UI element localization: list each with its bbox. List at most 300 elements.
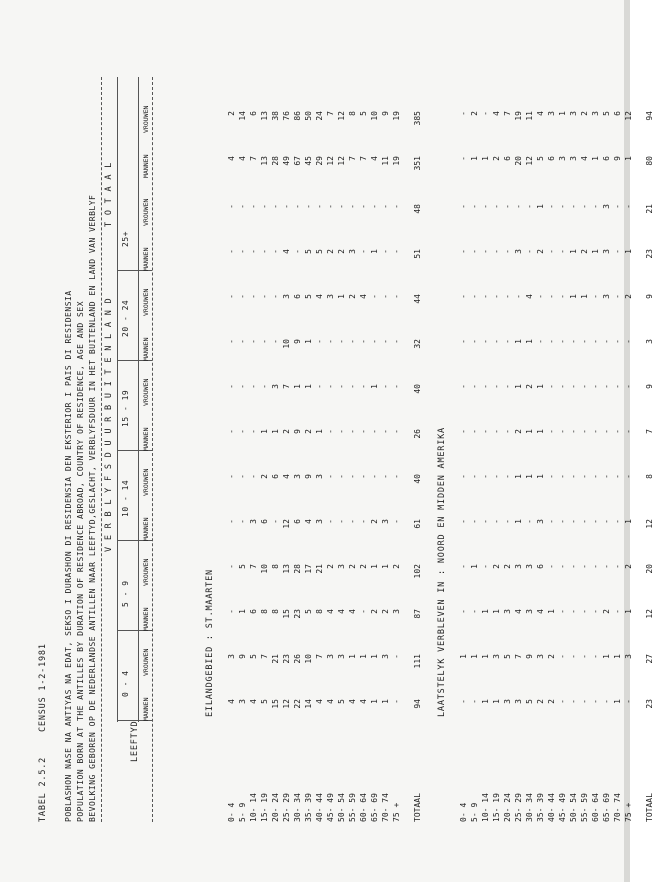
table-cell: 1	[348, 654, 357, 659]
table-cell: -	[492, 429, 501, 434]
table-cell: -	[569, 429, 578, 434]
table-cell: -	[348, 204, 357, 209]
table-cell: 5	[238, 564, 247, 569]
table-cell: -	[580, 564, 589, 569]
total-span-header: T O T A A L	[104, 161, 114, 227]
table-cell: -	[238, 204, 247, 209]
table-cell: 19	[514, 111, 523, 121]
table-cell: 12	[326, 156, 335, 166]
table-cell: -	[591, 474, 600, 479]
table-cell: -	[238, 249, 247, 254]
table-cell: 1	[624, 156, 633, 161]
table-cell: 3	[503, 609, 512, 614]
age-label: 0- 4	[459, 802, 468, 822]
table-cell: -	[459, 384, 468, 389]
table-cell: -	[591, 564, 600, 569]
table-cell: 2	[337, 249, 346, 254]
table-cell: 7	[359, 156, 368, 161]
table-cell: -	[348, 474, 357, 479]
table-cell: -	[492, 519, 501, 524]
table-cell: 1	[536, 429, 545, 434]
table-cell: -	[547, 429, 556, 434]
table-cell: 2	[348, 564, 357, 569]
table-cell: -	[238, 429, 247, 434]
total-cell: 111	[413, 654, 422, 669]
table-cell: 3	[249, 519, 258, 524]
table-cell: -	[470, 474, 479, 479]
total-cell: 40	[413, 384, 422, 394]
table-cell: 5	[525, 699, 534, 704]
table-cell: 4	[315, 294, 324, 299]
table-cell: -	[271, 249, 280, 254]
table-cell: -	[481, 249, 490, 254]
table-cell: -	[569, 699, 578, 704]
table-cell: 5	[304, 609, 313, 614]
table-cell: -	[470, 204, 479, 209]
table-cell: -	[591, 339, 600, 344]
table-cell: -	[459, 474, 468, 479]
table-cell: 3	[514, 564, 523, 569]
table-cell: 1	[514, 384, 523, 389]
total-label: TOTAAL	[645, 793, 654, 822]
table-cell: -	[481, 339, 490, 344]
table-cell: 6	[249, 609, 258, 614]
table-cell: 2	[359, 564, 368, 569]
table-cell: 4	[304, 519, 313, 524]
table-cell: -	[370, 339, 379, 344]
table-cell: 12	[624, 111, 633, 121]
table-cell: 13	[260, 156, 269, 166]
table-cell: -	[348, 519, 357, 524]
table-cell: 3	[326, 654, 335, 659]
table-cell: 2	[304, 429, 313, 434]
table-cell: -	[359, 204, 368, 209]
table-cell: 2	[514, 429, 523, 434]
total-cell: 351	[413, 156, 422, 171]
table-cell: -	[613, 429, 622, 434]
total-row	[413, 62, 425, 882]
table-cell: -	[481, 429, 490, 434]
table-cell: 6	[293, 294, 302, 299]
table-cell: -	[348, 339, 357, 344]
census-date: CENSUS 1-2-1981	[38, 643, 48, 732]
table-cell: -	[392, 429, 401, 434]
table-cell: 3	[238, 699, 247, 704]
age-label: 55- 59	[580, 793, 589, 822]
table-cell: 1	[315, 429, 324, 434]
table-cell: -	[337, 339, 346, 344]
table-cell: -	[271, 519, 280, 524]
table-cell: 1	[304, 384, 313, 389]
table-cell: 5	[304, 249, 313, 254]
table-cell: -	[392, 339, 401, 344]
table-cell: -	[227, 474, 236, 479]
table-cell: -	[525, 249, 534, 254]
table-cell: 7	[249, 564, 258, 569]
table-cell: 12	[337, 156, 346, 166]
table-cell: 7	[326, 111, 335, 116]
sex-column-header: MANNEN	[142, 517, 150, 541]
table-cell: -	[260, 294, 269, 299]
table-cell: -	[459, 156, 468, 161]
table-cell: 6	[293, 519, 302, 524]
table-cell: 1	[558, 111, 567, 116]
table-cell: 1	[381, 699, 390, 704]
table-cell: 1	[624, 249, 633, 254]
table-cell: -	[558, 429, 567, 434]
table-cell: 2	[392, 564, 401, 569]
table-cell: 8	[348, 111, 357, 116]
table-cell: -	[359, 474, 368, 479]
age-label: 0- 4	[227, 802, 236, 822]
table-cell: -	[337, 519, 346, 524]
age-label: 35- 39	[304, 793, 313, 822]
table-cell: 4	[227, 699, 236, 704]
table-cell: -	[613, 249, 622, 254]
age-label: 15- 19	[260, 793, 269, 822]
table-cell: 1	[547, 609, 556, 614]
table-cell: -	[481, 384, 490, 389]
table-cell: -	[613, 204, 622, 209]
table-cell: 1	[370, 384, 379, 389]
table-cell: -	[624, 384, 633, 389]
table-cell: 3	[381, 519, 390, 524]
table-cell: -	[249, 204, 258, 209]
age-label: 35- 39	[536, 793, 545, 822]
table-cell: 9	[293, 339, 302, 344]
table-cell: -	[492, 474, 501, 479]
table-cell: -	[547, 384, 556, 389]
table-cell: -	[293, 204, 302, 209]
table-cell: 38	[271, 111, 280, 121]
total-cell: 3	[645, 339, 654, 344]
table-cell: 10	[260, 564, 269, 574]
table-cell: -	[381, 474, 390, 479]
table-cell: 14	[304, 699, 313, 709]
table-cell: 15	[271, 699, 280, 709]
table-cell: 14	[238, 111, 247, 121]
table-cell: 1	[492, 609, 501, 614]
table-cell: 6	[503, 156, 512, 161]
table-cell: 3	[337, 564, 346, 569]
total-cell: 23	[645, 699, 654, 709]
sex-column-header: VROUWEN	[142, 468, 150, 496]
table-cell: -	[227, 609, 236, 614]
table-cell: 12	[282, 519, 291, 529]
table-cell: 9	[304, 474, 313, 479]
table-cell: 2	[282, 429, 291, 434]
table-cell: -	[470, 384, 479, 389]
table-cell: -	[381, 339, 390, 344]
table-cell: -	[337, 474, 346, 479]
table-cell: 3	[525, 609, 534, 614]
table-cell: 1	[569, 249, 578, 254]
table-cell: -	[503, 384, 512, 389]
table-cell: -	[602, 429, 611, 434]
table-cell: -	[238, 339, 247, 344]
table-cell: 4	[326, 699, 335, 704]
sex-column-header: VROUWEN	[142, 105, 150, 133]
table-cell: -	[249, 294, 258, 299]
table-cell: -	[459, 204, 468, 209]
table-cell: 2	[260, 474, 269, 479]
table-cell: -	[547, 339, 556, 344]
table-cell: 2	[492, 156, 501, 161]
table-cell: 1	[514, 474, 523, 479]
table-cell: 19	[392, 156, 401, 166]
total-cell: 94	[645, 111, 654, 121]
table-cell: -	[481, 204, 490, 209]
table-cell: 2	[624, 564, 633, 569]
age-label: 50- 54	[337, 793, 346, 822]
total-cell: 9	[645, 294, 654, 299]
table-cell: 2	[602, 609, 611, 614]
table-cell: -	[547, 294, 556, 299]
table-cell: 1	[624, 609, 633, 614]
table-cell: -	[459, 699, 468, 704]
table-cell: 10	[304, 654, 313, 664]
age-label: 15- 19	[492, 793, 501, 822]
table-cell: 1	[481, 699, 490, 704]
total-cell: 8	[645, 474, 654, 479]
table-cell: 4	[536, 111, 545, 116]
table-cell: -	[381, 294, 390, 299]
table-cell: 1	[481, 609, 490, 614]
table-cell: 3	[525, 564, 534, 569]
table-cell: -	[359, 519, 368, 524]
table-cell: 4	[238, 156, 247, 161]
table-cell: -	[359, 429, 368, 434]
table-number: TABEL 2.5.2	[38, 756, 48, 822]
table-cell: -	[249, 429, 258, 434]
table-cell: 2	[580, 111, 589, 116]
table-cell: -	[602, 699, 611, 704]
table-cell: -	[602, 384, 611, 389]
age-label: 5- 9	[470, 802, 479, 822]
sex-column-header: VROUWEN	[142, 288, 150, 316]
table-cell: 4	[514, 609, 523, 614]
table-cell: -	[459, 111, 468, 116]
table-cell: -	[492, 249, 501, 254]
table-cell: 10	[370, 111, 379, 121]
table-cell: -	[547, 474, 556, 479]
table-cell: -	[459, 249, 468, 254]
table-cell: 8	[260, 609, 269, 614]
table-row	[392, 62, 404, 882]
age-label: 40- 44	[315, 793, 324, 822]
table-cell: 24	[315, 111, 324, 121]
table-cell: 6	[536, 564, 545, 569]
table-cell: -	[271, 204, 280, 209]
age-label: 70- 74	[613, 793, 622, 822]
table-cell: 3	[293, 474, 302, 479]
table-cell: -	[238, 294, 247, 299]
table-cell: 2	[525, 384, 534, 389]
table-cell: -	[492, 339, 501, 344]
table-cell: 1	[514, 519, 523, 524]
table-cell: 2	[547, 699, 556, 704]
total-label: TOTAAL	[413, 793, 422, 822]
duration-group-header: 15 - 19	[121, 389, 130, 427]
table-cell: -	[481, 111, 490, 116]
table-cell: -	[591, 699, 600, 704]
table-cell: 8	[271, 564, 280, 569]
table-cell: 1	[602, 654, 611, 659]
table-cell: -	[359, 609, 368, 614]
table-cell: -	[602, 519, 611, 524]
table-cell: -	[558, 609, 567, 614]
table-cell: -	[348, 384, 357, 389]
duration-group-header: 5 - 9	[121, 580, 130, 607]
table-cell: 1	[591, 156, 600, 161]
table-cell: 22	[293, 699, 302, 709]
table-cell: -	[503, 429, 512, 434]
table-cell: -	[514, 294, 523, 299]
table-cell: 1	[481, 156, 490, 161]
table-cell: 3	[348, 249, 357, 254]
table-cell: -	[602, 564, 611, 569]
sex-column-header: VROUWEN	[142, 198, 150, 226]
table-cell: -	[326, 474, 335, 479]
table-cell: -	[558, 249, 567, 254]
table-cell: -	[459, 609, 468, 614]
table-cell: -	[470, 249, 479, 254]
table-cell: -	[591, 204, 600, 209]
table-cell: 1	[613, 699, 622, 704]
table-cell: 1	[470, 564, 479, 569]
table-cell: -	[249, 249, 258, 254]
table-cell: -	[392, 474, 401, 479]
table-cell: -	[580, 474, 589, 479]
table-cell: 3	[602, 204, 611, 209]
table-cell: 1	[238, 609, 247, 614]
table-cell: 3	[492, 654, 501, 659]
table-cell: -	[547, 249, 556, 254]
table-cell: 12	[337, 111, 346, 121]
table-cell: 1	[525, 429, 534, 434]
table-cell: 2	[227, 111, 236, 116]
table-cell: -	[315, 204, 324, 209]
table-cell: -	[503, 519, 512, 524]
table-cell: 3	[602, 249, 611, 254]
total-cell: 80	[645, 156, 654, 166]
table-cell: -	[326, 204, 335, 209]
table-cell: 3	[315, 474, 324, 479]
age-label: 55- 59	[348, 793, 357, 822]
table-cell: 3	[514, 699, 523, 704]
table-cell: 28	[271, 156, 280, 166]
table-cell: 5	[503, 654, 512, 659]
age-label: 60- 64	[591, 793, 600, 822]
total-cell: 12	[645, 609, 654, 619]
total-cell: 61	[413, 519, 422, 529]
table-cell: 1	[260, 429, 269, 434]
table-cell: 4	[326, 609, 335, 614]
total-cell: 23	[645, 249, 654, 259]
table-cell: -	[227, 204, 236, 209]
table-cell: -	[525, 519, 534, 524]
table-cell: -	[227, 294, 236, 299]
table-cell: -	[569, 564, 578, 569]
table-cell: -	[580, 609, 589, 614]
table-cell: -	[370, 474, 379, 479]
table-cell: 1	[337, 294, 346, 299]
sex-rule	[138, 77, 139, 722]
age-label: 50- 54	[569, 793, 578, 822]
table-cell: -	[238, 474, 247, 479]
table-cell: -	[227, 249, 236, 254]
table-cell: -	[492, 204, 501, 209]
table-cell: 17	[304, 564, 313, 574]
table-cell: -	[569, 519, 578, 524]
table-cell: -	[348, 429, 357, 434]
table-cell: 1	[569, 294, 578, 299]
table-cell: 1	[271, 429, 280, 434]
table-cell: 9	[525, 654, 534, 659]
table-cell: 12	[525, 156, 534, 166]
table-cell: 5	[315, 249, 324, 254]
table-cell: 23	[293, 609, 302, 619]
table-cell: -	[580, 699, 589, 704]
table-cell: -	[260, 204, 269, 209]
table-cell: 7	[282, 384, 291, 389]
age-label: 20- 24	[503, 793, 512, 822]
table-cell: -	[370, 429, 379, 434]
table-cell: -	[337, 384, 346, 389]
table-cell: -	[613, 564, 622, 569]
table-cell: -	[503, 249, 512, 254]
table-cell: 19	[392, 111, 401, 121]
table-cell: -	[624, 699, 633, 704]
table-cell: -	[558, 699, 567, 704]
table-cell: -	[492, 294, 501, 299]
table-cell: 29	[315, 156, 324, 166]
table-cell: -	[591, 429, 600, 434]
age-label: 10- 14	[249, 793, 258, 822]
age-column-header: LEEFTYD	[130, 720, 140, 762]
title-dutch: BEVOLKING GEBOREN OP DE NEDERLANDSE ANTILLEN NAAR LEEFTYD,GESLACHT, VERBLYFSDUUR IN HET BUITENLAND EN LAND VAN VERBLYF	[88, 194, 97, 822]
table-cell: 3	[536, 519, 545, 524]
table-cell: -	[304, 204, 313, 209]
table-cell: 5	[337, 699, 346, 704]
table-cell: 1	[492, 699, 501, 704]
table-cell: 4	[536, 609, 545, 614]
total-cell: 12	[645, 519, 654, 529]
table-cell: 5	[602, 111, 611, 116]
table-cell: 3	[282, 294, 291, 299]
table-cell: 4	[337, 609, 346, 614]
table-cell: 9	[613, 156, 622, 161]
table-cell: 7	[348, 156, 357, 161]
table-cell: 3	[591, 111, 600, 116]
table-cell: -	[370, 204, 379, 209]
table-cell: -	[547, 519, 556, 524]
duration-span-header: V E R B L Y F S D U U R B U I T E N L A N D	[104, 297, 114, 552]
table-cell: -	[558, 339, 567, 344]
table-cell: -	[591, 294, 600, 299]
table-cell: -	[569, 609, 578, 614]
sex-column-header: VROUWEN	[142, 558, 150, 586]
table-cell: -	[470, 609, 479, 614]
table-cell: -	[459, 294, 468, 299]
table-cell: 6	[602, 156, 611, 161]
table-cell: -	[326, 429, 335, 434]
table-cell: 4	[348, 699, 357, 704]
sex-column-header: VROUWEN	[142, 648, 150, 676]
table-cell: 7	[514, 654, 523, 659]
table-cell: -	[569, 384, 578, 389]
table-cell: 5	[249, 654, 258, 659]
